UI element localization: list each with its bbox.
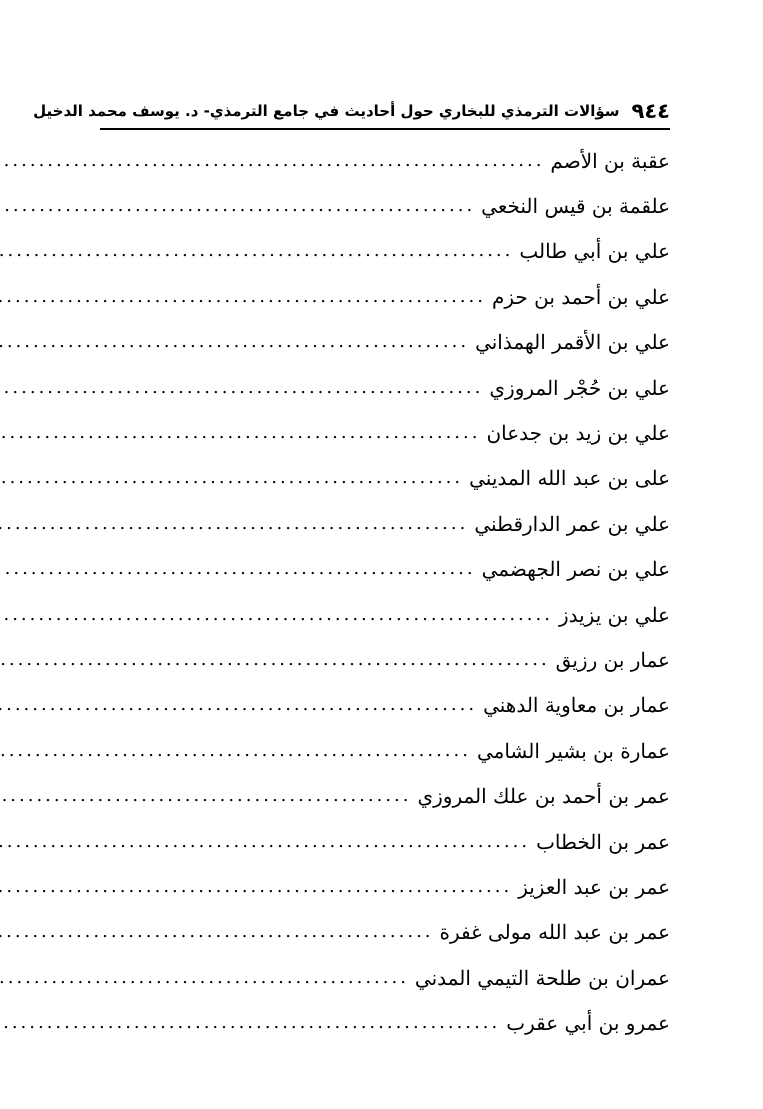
- dot-leader: [0, 379, 483, 397]
- dot-leader: [0, 969, 409, 987]
- dot-leader: [0, 333, 469, 351]
- dot-leader: [0, 923, 434, 941]
- dot-leader: [0, 469, 463, 487]
- entry-name: عمر بن عبد العزيز: [518, 874, 670, 899]
- index-entry: [100, 320, 670, 365]
- dot-leader: [0, 560, 476, 578]
- index-entry: [100, 910, 670, 955]
- index-entry: [100, 773, 670, 818]
- index-entry: [100, 229, 670, 274]
- header-rule: [100, 128, 670, 130]
- dot-leader: [0, 515, 468, 533]
- dot-leader: [0, 152, 544, 170]
- entry-name: عمران بن طلحة التيمي المدني: [414, 965, 670, 990]
- entry-name: علي بن نصر الجهضمي: [481, 557, 670, 582]
- index-entry: [100, 410, 670, 455]
- index-entry: [100, 683, 670, 728]
- index-entry: [100, 456, 670, 501]
- running-title: سؤالات الترمذي للبخاري حول أحاديث في جامع الترمذي- د. يوسف محمد الدخيل: [33, 102, 620, 120]
- entry-name: عمر بن الخطاب: [536, 829, 670, 854]
- index-entry: [100, 501, 670, 546]
- index-entry: [100, 955, 670, 1000]
- entry-name: عمارة بن بشير الشامي: [476, 738, 670, 763]
- entry-name: عمار بن معاوية الدهني: [483, 693, 670, 718]
- entry-name: على بن عبد الله المديني: [469, 466, 670, 491]
- dot-leader: [0, 288, 486, 306]
- dot-leader: [0, 651, 550, 669]
- entry-name: عمر بن عبد الله مولى غفرة: [439, 920, 670, 945]
- index-entry: [100, 592, 670, 637]
- entry-name: علقمة بن قيس النخعي: [481, 194, 670, 219]
- dot-leader: [0, 242, 513, 260]
- dot-leader: [0, 606, 553, 624]
- index-list: [100, 138, 670, 1046]
- entry-name: عمر بن أحمد بن علك المروزي: [417, 784, 670, 809]
- dot-leader: [0, 696, 477, 714]
- index-entry: [100, 138, 670, 183]
- index-entry: [100, 365, 670, 410]
- index-entry: [100, 819, 670, 864]
- dot-leader: [0, 424, 480, 442]
- entry-name: عمرو بن أبي عقرب: [506, 1011, 670, 1036]
- entry-name: علي بن أبي طالب: [519, 239, 670, 264]
- index-entry: [100, 728, 670, 773]
- index-entry: [100, 864, 670, 909]
- entry-name: عقبة بن الأصم: [550, 148, 670, 173]
- entry-name: علي بن زيد بن جدعان: [486, 421, 670, 446]
- dot-leader: [0, 742, 471, 760]
- running-header: [33, 96, 670, 126]
- dot-leader: [0, 878, 512, 896]
- index-entry: [100, 274, 670, 319]
- entry-name: عمار بن رزيق: [555, 647, 670, 672]
- entry-name: علي بن أحمد بن حزم: [492, 284, 670, 309]
- entry-name: علي بن الأقمر الهمذاني: [475, 330, 670, 355]
- dot-leader: [0, 833, 530, 851]
- index-entry: [100, 547, 670, 592]
- index-entry: [100, 183, 670, 228]
- index-entry: [100, 1000, 670, 1045]
- dot-leader: [0, 1014, 500, 1032]
- page-number: ٩٤٤: [631, 99, 670, 123]
- index-entry: [100, 637, 670, 682]
- entry-name: علي بن عمر الدارقطني: [474, 511, 670, 536]
- entry-name: علي بن يزيدز: [558, 602, 670, 627]
- dot-leader: [0, 787, 411, 805]
- entry-name: علي بن حُجْر المروزي: [489, 375, 670, 400]
- dot-leader: [0, 197, 475, 215]
